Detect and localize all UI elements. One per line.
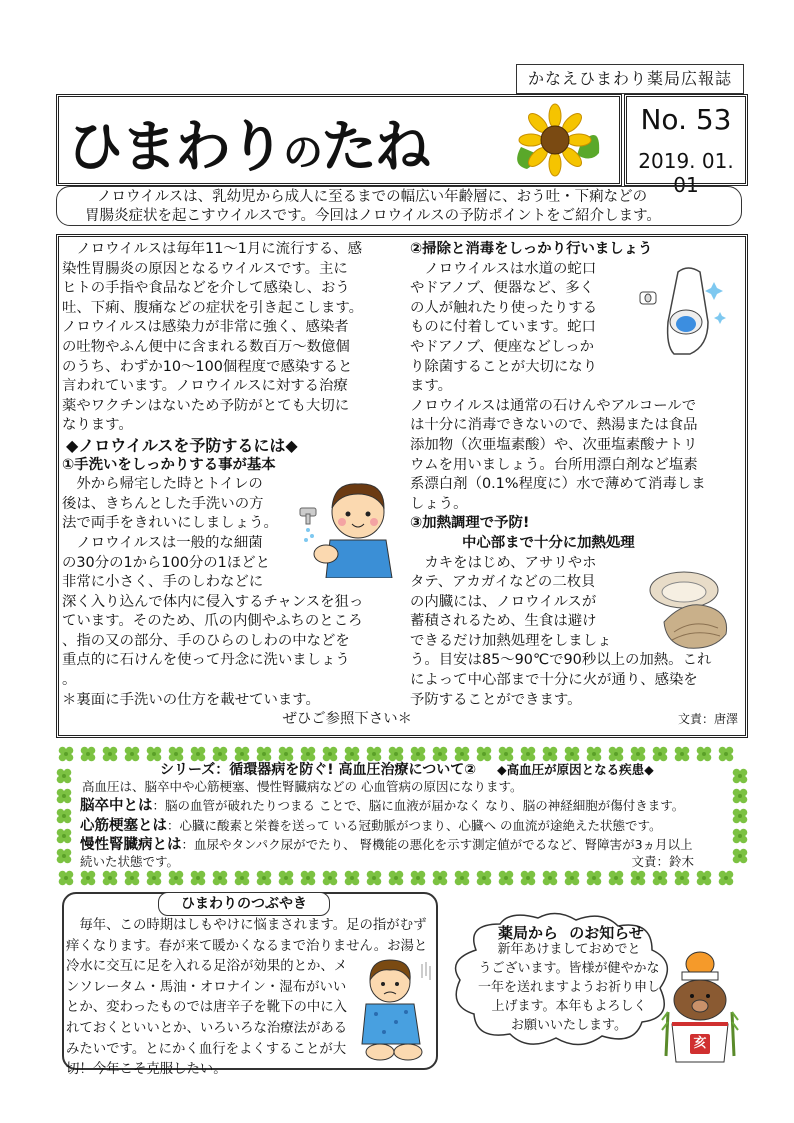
clover-icon <box>191 871 206 886</box>
clover-icon <box>235 747 250 762</box>
clover-icon <box>57 809 72 824</box>
title-part-c: たね <box>321 115 429 180</box>
handwash-subheading: ①手洗いをしっかりする事が基本 <box>62 456 276 473</box>
clover-icon <box>147 747 162 762</box>
clover-icon <box>697 747 712 762</box>
clams-illustration <box>644 562 740 652</box>
clover-icon <box>477 747 492 762</box>
clover-icon <box>169 747 184 762</box>
clover-icon <box>433 871 448 886</box>
clover-icon <box>543 871 558 886</box>
title-part-a: ひまわり <box>67 115 283 180</box>
clover-icon <box>733 809 748 824</box>
clover-icon <box>81 871 96 886</box>
clover-icon <box>631 747 646 762</box>
series-term-infarction: 心筋梗塞とは <box>80 817 167 834</box>
clover-icon <box>367 871 382 886</box>
clover-icon <box>147 871 162 886</box>
intro-line-2: 胃腸炎症状を起こすウイルスです。今回はノロウイルスの予防ポイントをご紹介します。 <box>85 208 661 224</box>
boy-scratching-feet-illustration <box>356 952 436 1064</box>
clover-icon <box>411 747 426 762</box>
news-title-b: のお知らせ <box>569 924 644 942</box>
clover-icon <box>433 747 448 762</box>
article-author: 文責：唐澤 <box>677 712 738 727</box>
left-paragraph-3: 深く入り込んで体内に侵入するチャンスを狙っ ています。そのため、爪の内側やふちのところ 、指の又の部分、手のひらのしわの中などを 重点的に石けんを使って丹念に洗いましょう 。 ＊裏面に手洗いの仕方を載せています。 <box>62 593 364 708</box>
issue-number: No. 53 <box>640 103 732 136</box>
clover-icon <box>235 871 250 886</box>
clover-icon <box>279 871 294 886</box>
intro-box <box>56 186 742 226</box>
prevention-heading: ◆ノロウイルスを予防するには◆ <box>66 435 298 455</box>
see-back-note: ぜひご参照下さい＊ <box>282 711 412 728</box>
clover-icon <box>499 871 514 886</box>
clover-icon <box>609 747 624 762</box>
news-body: 新年あけましておめでと うございます。皆様が健やかな 一年を送れますようお祈り申し 上げます。本年もよろしく お願いいたします。 <box>477 942 660 1033</box>
clover-icon <box>455 871 470 886</box>
clover-icon <box>609 871 624 886</box>
clover-icon <box>653 747 668 762</box>
series-item-infarction <box>80 818 730 835</box>
series-author: 文責：鈴木 <box>631 853 694 869</box>
clover-icon <box>565 747 580 762</box>
heating-subheading-2: 中心部まで十分に加熱処理 <box>462 534 635 551</box>
clover-icon <box>257 747 272 762</box>
clover-icon <box>191 747 206 762</box>
left-paragraph-2: 外から帰宅した時とトイレの 後は、きちんとした手洗いの方 法で両手をきれいにしましょう。 ノロウイルスは一般的な細菌 の30分の1から100分の1ほどと 非常に小さく、手のしわなどに <box>62 476 278 591</box>
clover-icon <box>257 871 272 886</box>
clover-icon <box>81 747 96 762</box>
masthead-title-box <box>56 94 622 186</box>
issue-box <box>624 94 748 197</box>
clover-icon <box>733 849 748 864</box>
clover-icon <box>279 747 294 762</box>
toilet-illustration <box>638 262 734 362</box>
clover-icon <box>565 871 580 886</box>
clover-icon <box>389 871 404 886</box>
clover-icon <box>59 747 74 762</box>
clover-icon <box>367 747 382 762</box>
clover-icon <box>125 871 140 886</box>
series-section <box>56 746 748 886</box>
clover-icon <box>345 871 360 886</box>
clover-icon <box>345 747 360 762</box>
clover-icon <box>213 747 228 762</box>
clover-icon <box>631 871 646 886</box>
sunflower-icon <box>511 103 603 177</box>
clover-icon <box>587 747 602 762</box>
clover-icon <box>57 769 72 784</box>
clover-icon <box>169 871 184 886</box>
heating-subheading: ③加熱調理で予防! <box>410 515 530 532</box>
boar-mascot <box>660 946 740 1066</box>
clover-icon <box>733 769 748 784</box>
series-term-stroke: 脳卒中とは <box>80 798 153 814</box>
clover-icon <box>389 747 404 762</box>
series-item-kidney <box>80 837 730 854</box>
clover-icon <box>57 829 72 844</box>
series-intro: 高血圧は、脳卒中や心筋梗塞、慢性腎臓病などの 心血管病の原因になります。 <box>82 778 523 794</box>
clover-icon <box>103 871 118 886</box>
clover-icon <box>213 871 228 886</box>
series-term-kidney: 慢性腎臓病とは <box>80 837 182 853</box>
news-title-a: 薬局から <box>498 924 559 942</box>
series-item-stroke <box>80 798 730 815</box>
clover-icon <box>103 747 118 762</box>
masthead-title <box>67 103 429 183</box>
title-part-b: の <box>283 130 321 176</box>
clover-icon <box>499 747 514 762</box>
clover-icon <box>301 747 316 762</box>
clover-icon <box>411 871 426 886</box>
clover-icon <box>733 789 748 804</box>
clover-icon <box>477 871 492 886</box>
series-desc-infarction: ：心臓に酸素と栄養を送って いる冠動脈がつまり、心臓へ の血流が途絶えた状態です。 <box>167 817 662 833</box>
series-desc-kidney: ：血尿やタンパク尿がでたり、 腎機能の悪化を示す測定値がでるなど、腎障害が3ヵ月以上 <box>181 837 693 852</box>
clover-icon <box>675 871 690 886</box>
clover-icon <box>57 789 72 804</box>
tsubuyaki-title: ひまわりのつぶやき <box>158 892 330 916</box>
right-paragraph-1: ノロウイルスは水道の蛇口 やドアノブ、便器など、多く の人が触れたり使ったりする ものに付着しています。蛇口 やドアノブ、便座などしっか り除菌することが大切になり ます。 <box>410 260 598 395</box>
series-subtitle: ◆高血圧が原因となる疾患◆ <box>497 762 654 777</box>
clover-icon <box>587 871 602 886</box>
clover-icon <box>697 871 712 886</box>
right-paragraph-2: ノロウイルスは通常の石けんやアルコールで は十分に消毒できないので、熱湯または食品 添加物（次亜塩素酸）や、次亜塩素酸ナトリ ウムを用いましょう。台所用漂白剤など塩素 系漂白剤（0.1%程度に）水で薄めて消毒しま しょう。 <box>410 397 706 512</box>
series-footer <box>80 854 730 871</box>
series-title: シリーズ：循環器病を防ぐ! 高血圧治療について② <box>160 762 477 778</box>
series-desc-stroke: ：脳の血管が破れたりつまる ことで、脳に血液が届かなく なり、脳の神経細胞が傷付きます。 <box>152 798 685 813</box>
clover-icon <box>719 747 734 762</box>
clover-icon <box>719 871 734 886</box>
boar-badge: 亥 <box>693 1036 707 1051</box>
clover-icon <box>59 871 74 886</box>
tsubuyaki-body: 毎年、この時期はしもやけに悩まされます。足の指がむず 痒くなります。春が来て暖かくなるまで治りません。お湯と 冷水に交互に足を入れる足浴が効果的とか、メ ンソレータム・馬油・オロナイン・湿布がいい とか、変わったものでは唐辛子を靴下の中に入 れておくといいとか、いろいろな治療法がある みたいです。とにかく血行をよくすることが大 切！今年こそ克服したい。 <box>66 918 428 1078</box>
series-title-line <box>80 762 730 779</box>
clover-icon <box>301 871 316 886</box>
clover-icon <box>521 871 536 886</box>
clover-icon <box>323 871 338 886</box>
clover-icon <box>323 747 338 762</box>
left-paragraph-1: ノロウイルスは毎年11～1月に流行する、感 染性胃腸炎の原因となるウイルスです。主に ヒトの手指や食品などを介して感染し、おう 吐、下痢、腹痛などの症状を引き起こします。 ノロウイルスは感染力が非常に強く、感染者 の吐物やふん便中に含まれる数百万～数億個 のうち、わずか10～100個程度で感染すると 言われています。ノロウイルスに対する治療 薬やワクチンはないため予防がとても大切に なります。 <box>62 241 364 434</box>
clover-icon <box>543 747 558 762</box>
clover-icon <box>125 747 140 762</box>
clover-icon <box>653 871 668 886</box>
clover-icon <box>521 747 536 762</box>
cleaning-subheading: ②掃除と消毒をしっかり行いましょう <box>410 241 653 257</box>
boy-washing-hands-illustration <box>296 478 400 578</box>
intro-line-1: ノロウイルスは、乳幼児から成人に至るまでの幅広い年齢層に、おう吐・下痢などの <box>97 189 648 205</box>
series-last-line: 続いた状態です。 <box>80 853 180 869</box>
publisher-label: かなえひまわり薬局広報誌 <box>516 64 744 94</box>
right-paragraph-3: カキをはじめ、アサリやホ タテ、アカガイなどの二枚貝 の内臓には、ノロウイルスが 蓄積されるため、生食は避け できるだけ加熱処理をしましょ <box>410 554 612 649</box>
clover-icon <box>675 747 690 762</box>
clover-icon <box>455 747 470 762</box>
series-content <box>80 762 730 870</box>
right-paragraph-4: う。目安は85～90℃で90秒以上の加熱。これ によって中心部まで十分に火が通り、感染を 予防することができます。 <box>410 652 712 708</box>
issue-date: 2019. 01. 01 <box>638 149 734 197</box>
clover-icon <box>57 849 72 864</box>
clover-icon <box>733 829 748 844</box>
